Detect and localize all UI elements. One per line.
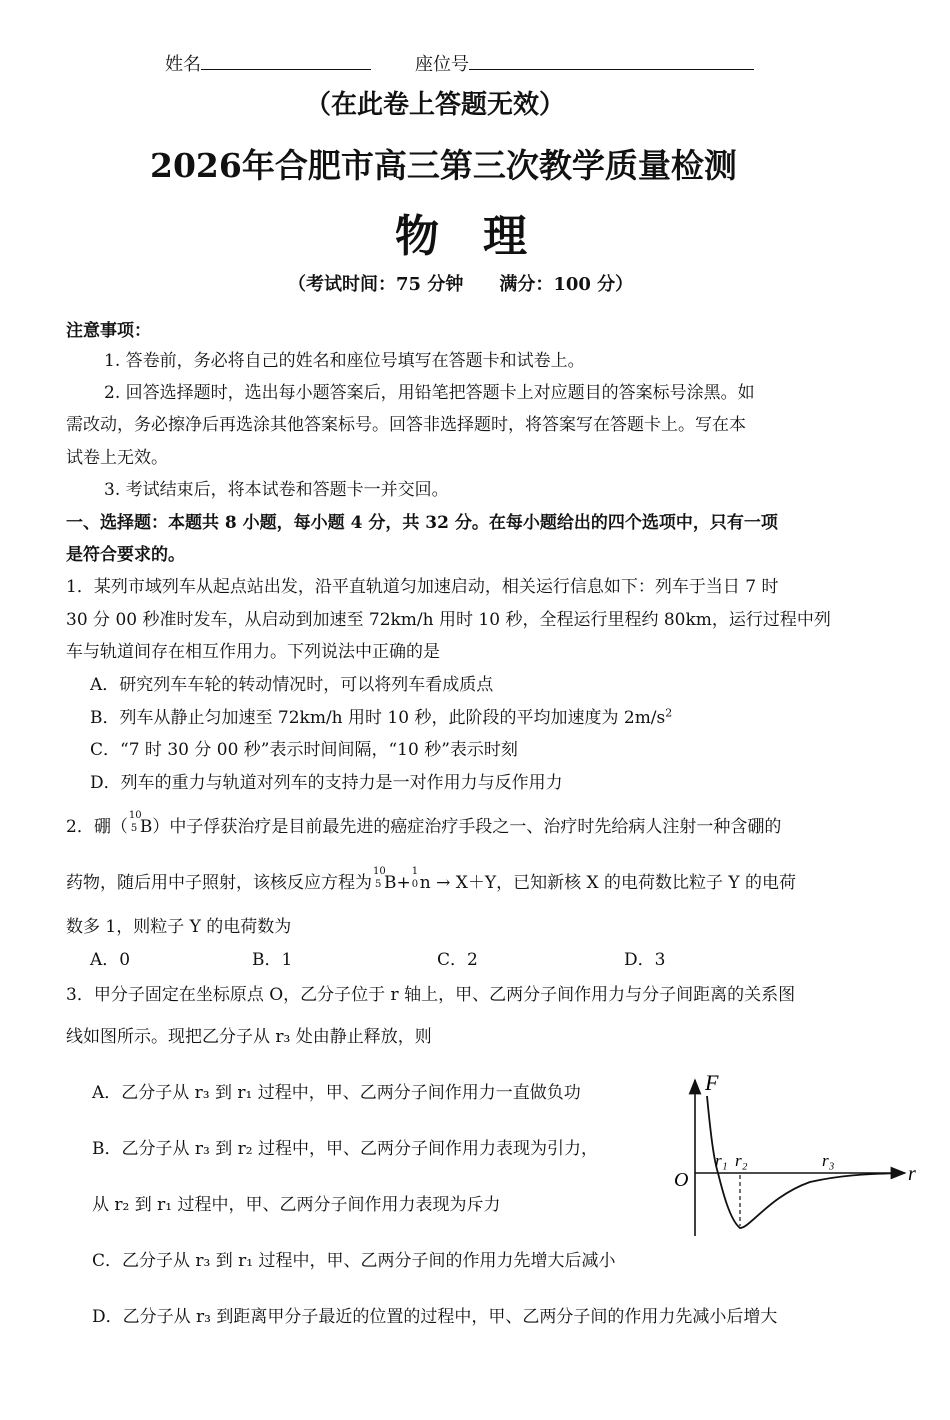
r-axis-label: r (908, 1163, 916, 1185)
q1-option-b (90, 703, 672, 728)
q1-line-3: 车与轨道间存在相互作用力。下列说法中正确的是 (66, 642, 440, 662)
reaction-boron-isotope (372, 866, 386, 890)
q3-option-b-line-1: B．乙分子从 r₃ 到 r₂ 过程中，甲、乙两分子间作用力表现为引力， (92, 1139, 598, 1159)
exam-title: 2026年合肥市高三第三次教学质量检测 (150, 146, 737, 185)
r2-label: r₂ (735, 1151, 748, 1170)
q2-option-a: A．0 (90, 950, 131, 970)
q2-line-2 (66, 868, 796, 893)
seat-label: 座位号 (415, 54, 469, 75)
origin-label: O (674, 1169, 689, 1191)
q1-option-c: C．“7 时 30 分 00 秒”表示时间间隔，“10 秒”表示时刻 (90, 740, 518, 760)
section-1-line-1: 一、选择题：本题共 8 小题，每小题 4 分，共 32 分。在每小题给出的四个选项中，只有一项 (66, 513, 778, 533)
section-1-line-2: 是符合要求的。 (66, 545, 185, 565)
q1-option-a: A．研究列车车轮的转动情况时，可以将列车看成质点 (90, 675, 494, 695)
q1-option-b-text: B．列车从静止匀加速至 72km/h 用时 10 秒，此阶段的平均加速度为 2m/s (90, 708, 666, 728)
notes-heading: 注意事项： (66, 321, 151, 341)
boron-mass: 10 (128, 810, 142, 821)
q2-option-c: C．2 (437, 950, 478, 970)
q1-option-b-sup: 2 (665, 706, 673, 720)
q3-option-c: C．乙分子从 r₃ 到 r₁ 过程中，甲、乙两分子间的作用力先增大后减小 (92, 1251, 616, 1271)
name-blank (201, 51, 371, 70)
q2-option-b: B．1 (252, 950, 293, 970)
reaction-rest: n → X＋Y，已知新核 X 的电荷数比粒子 Y 的电荷 (419, 873, 797, 893)
note-2-line-3: 试卷上无效。 (66, 448, 168, 468)
r1-label: r₁ (715, 1151, 728, 1170)
boron-isotope (128, 810, 142, 834)
q2-line-2a: 药物，随后用中子照射，该核反应方程为 (66, 873, 372, 893)
q2-line-1 (66, 812, 781, 837)
q2-line-1b: ）中子俘获治疗是目前最先进的癌症治疗手段之一、治疗时先给病人注射一种含硼的 (152, 817, 782, 837)
note-2-line-1: 2. 回答选择题时，选出每小题答案后，用铅笔把答题卡上对应题目的答案标号涂黑。如 (104, 383, 755, 403)
q1-line-2: 30 分 00 秒准时发车，从启动到加速至 72km/h 用时 10 秒，全程运行里程约 80km，运行过程中列 (66, 610, 831, 630)
q2-option-d: D．3 (624, 950, 666, 970)
exam-info: （考试时间：75 分钟 满分：100 分） (288, 274, 634, 295)
reaction-boron-number: 5 (375, 879, 382, 890)
q3-line-2: 线如图所示。现把乙分子从 r₃ 处由静止释放，则 (66, 1027, 432, 1047)
subject-title: 物 理 (395, 211, 527, 262)
boron-number: 5 (130, 823, 138, 834)
neutron-isotope (411, 866, 420, 890)
q3-option-b-line-2: 从 r₂ 到 r₁ 过程中，甲、乙两分子间作用力表现为斥力 (92, 1195, 501, 1215)
q3-line-1: 3．甲分子固定在坐标原点 O，乙分子位于 r 轴上，甲、乙两分子间作用力与分子间距离的关系图 (66, 985, 796, 1005)
q2-line-3: 数多 1，则粒子 Y 的电荷数为 (66, 917, 292, 937)
force-distance-graph (660, 1068, 930, 1243)
r3-label: r₃ (822, 1151, 835, 1170)
reaction-boron-mass: 10 (373, 866, 386, 877)
name-label: 姓名 (165, 54, 201, 75)
note-2-line-2: 需改动，务必擦净后再选涂其他答案标号。回答非选择题时，将答案写在答题卡上。写在本 (66, 415, 746, 435)
boron-symbol: B (139, 817, 153, 837)
q1-option-d: D．列车的重力与轨道对列车的支持力是一对作用力与反作用力 (90, 773, 563, 793)
f-axis-label: F (705, 1070, 719, 1095)
q3-option-d: D．乙分子从 r₃ 到距离甲分子最近的位置的过程中，甲、乙两分子间的作用力先减小后增大 (92, 1307, 778, 1327)
note-3: 3. 考试结束后，将本试卷和答题卡一并交回。 (104, 480, 449, 500)
neutron-mass: 1 (411, 866, 419, 877)
q1-line-1: 1．某列市域列车从起点站出发，沿平直轨道匀加速启动，相关运行信息如下：列车于当日 7 时 (66, 577, 779, 597)
invalid-note: （在此卷上答题无效） (305, 90, 566, 120)
reaction-boron-plus: B+ (384, 873, 411, 893)
note-1: 1. 答卷前，务必将自己的姓名和座位号填写在答题卡和试卷上。 (104, 351, 585, 371)
neutron-number: 0 (411, 879, 419, 890)
seat-field (415, 50, 754, 76)
q2-line-1a: 2．硼（ (66, 817, 128, 837)
name-field (165, 50, 371, 76)
seat-blank (469, 51, 754, 70)
q3-option-a: A．乙分子从 r₃ 到 r₁ 过程中，甲、乙两分子间作用力一直做负功 (92, 1083, 581, 1103)
